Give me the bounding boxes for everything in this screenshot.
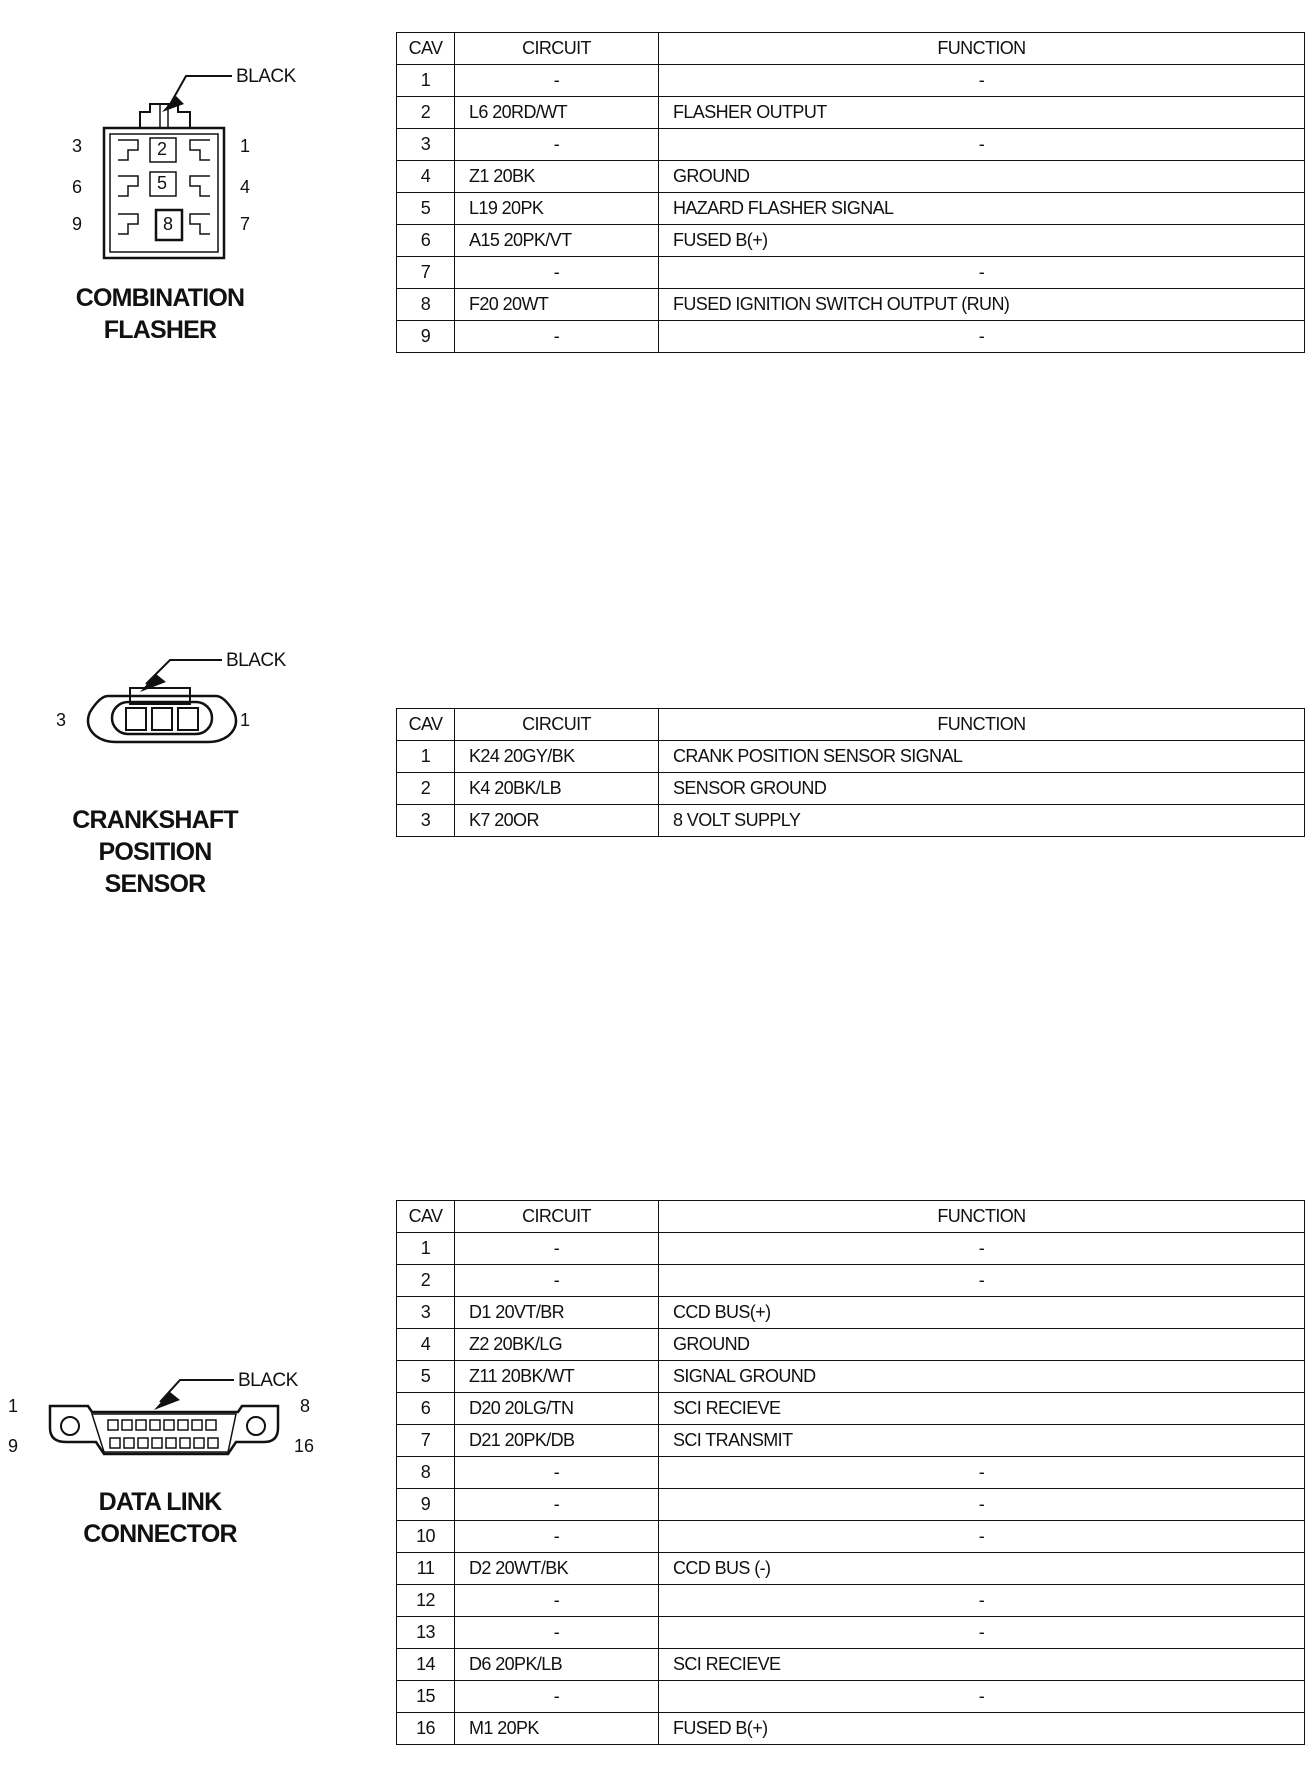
table-header-row: [397, 1201, 1305, 1233]
cav-cell: 3: [397, 1297, 455, 1329]
pin-label: 9: [72, 214, 83, 234]
wire-color-callout: BLACK: [236, 66, 296, 87]
function-cell: -: [659, 321, 1305, 353]
cav-cell: 13: [397, 1617, 455, 1649]
pin-label: 2: [157, 139, 168, 159]
pinout-table: [396, 1200, 1305, 1745]
circuit-cell: F20 20WT: [455, 289, 659, 321]
cav-cell: 5: [397, 1361, 455, 1393]
pin-label: 1: [8, 1396, 19, 1416]
pin-label: 6: [72, 177, 83, 197]
circuit-cell: -: [455, 257, 659, 289]
circuit-cell: D1 20VT/BR: [455, 1297, 659, 1329]
table-row: [397, 1521, 1305, 1553]
pin-label: 5: [157, 173, 168, 193]
cav-cell: 7: [397, 257, 455, 289]
table-row: [397, 97, 1305, 129]
connector-title-line: COMBINATION: [75, 284, 245, 312]
connector-title-line: SENSOR: [104, 870, 206, 898]
table-row: [397, 65, 1305, 97]
pin-label: 8: [300, 1396, 311, 1416]
function-cell: -: [659, 1617, 1305, 1649]
function-cell: HAZARD FLASHER SIGNAL: [659, 193, 1305, 225]
cav-cell: 12: [397, 1585, 455, 1617]
circuit-header: CIRCUIT: [455, 33, 659, 65]
table-header-row: [397, 709, 1305, 741]
function-cell: -: [659, 1233, 1305, 1265]
cav-cell: 3: [397, 805, 455, 837]
function-header: FUNCTION: [659, 1201, 1305, 1233]
table-row: [397, 1617, 1305, 1649]
cav-cell: 14: [397, 1649, 455, 1681]
function-cell: GROUND: [659, 161, 1305, 193]
function-header: FUNCTION: [659, 709, 1305, 741]
cav-cell: 5: [397, 193, 455, 225]
circuit-cell: L19 20PK: [455, 193, 659, 225]
function-cell: SCI RECIEVE: [659, 1649, 1305, 1681]
cav-cell: 2: [397, 773, 455, 805]
circuit-cell: A15 20PK/VT: [455, 225, 659, 257]
connector-section-crankshaft-position-sensor: [0, 640, 1312, 920]
function-cell: -: [659, 257, 1305, 289]
connector-title: [40, 282, 280, 346]
function-cell: CRANK POSITION SENSOR SIGNAL: [659, 741, 1305, 773]
function-cell: CCD BUS (-): [659, 1553, 1305, 1585]
circuit-cell: M1 20PK: [455, 1713, 659, 1745]
circuit-cell: -: [455, 65, 659, 97]
table-row: [397, 161, 1305, 193]
pin-label: 1: [240, 710, 251, 730]
crank-sensor-connector-icon: [0, 640, 340, 780]
cav-cell: 8: [397, 1457, 455, 1489]
circuit-cell: -: [455, 321, 659, 353]
function-cell: -: [659, 1265, 1305, 1297]
function-cell: FUSED IGNITION SWITCH OUTPUT (RUN): [659, 289, 1305, 321]
circuit-cell: D6 20PK/LB: [455, 1649, 659, 1681]
function-cell: SENSOR GROUND: [659, 773, 1305, 805]
circuit-cell: L6 20RD/WT: [455, 97, 659, 129]
circuit-cell: -: [455, 1617, 659, 1649]
function-cell: 8 VOLT SUPPLY: [659, 805, 1305, 837]
table-row: [397, 1425, 1305, 1457]
function-cell: -: [659, 65, 1305, 97]
cav-cell: 16: [397, 1713, 455, 1745]
pin-label: 1: [240, 136, 251, 156]
cav-header: CAV: [397, 709, 455, 741]
function-cell: SIGNAL GROUND: [659, 1361, 1305, 1393]
cav-cell: 10: [397, 1521, 455, 1553]
table-row: [397, 193, 1305, 225]
cav-cell: 4: [397, 161, 455, 193]
table-row: [397, 1649, 1305, 1681]
circuit-cell: -: [455, 1233, 659, 1265]
circuit-cell: K24 20GY/BK: [455, 741, 659, 773]
circuit-header: CIRCUIT: [455, 709, 659, 741]
cav-cell: 6: [397, 1393, 455, 1425]
circuit-cell: D21 20PK/DB: [455, 1425, 659, 1457]
table-row: [397, 741, 1305, 773]
cav-cell: 2: [397, 1265, 455, 1297]
table-row: [397, 1681, 1305, 1713]
pin-label: 9: [8, 1436, 19, 1456]
cav-cell: 15: [397, 1681, 455, 1713]
circuit-header: CIRCUIT: [455, 1201, 659, 1233]
table-row: [397, 1361, 1305, 1393]
circuit-cell: Z2 20BK/LG: [455, 1329, 659, 1361]
table-row: [397, 1233, 1305, 1265]
connector-section-data-link-connector: [0, 1190, 1312, 1768]
pin-label: 16: [294, 1436, 315, 1456]
function-cell: FUSED B(+): [659, 225, 1305, 257]
wire-color-callout: BLACK: [226, 650, 286, 671]
cav-cell: 9: [397, 1489, 455, 1521]
table-row: [397, 1489, 1305, 1521]
connector-title-line: POSITION: [98, 838, 212, 866]
cav-cell: 6: [397, 225, 455, 257]
function-cell: SCI TRANSMIT: [659, 1425, 1305, 1457]
table-row: [397, 1329, 1305, 1361]
table-row: [397, 773, 1305, 805]
cav-cell: 1: [397, 65, 455, 97]
pin-label: 7: [240, 214, 251, 234]
table-row: [397, 289, 1305, 321]
cav-cell: 7: [397, 1425, 455, 1457]
table-row: [397, 321, 1305, 353]
circuit-cell: -: [455, 1265, 659, 1297]
circuit-cell: -: [455, 1681, 659, 1713]
pin-label: 3: [72, 136, 83, 156]
table-row: [397, 1297, 1305, 1329]
function-cell: -: [659, 1681, 1305, 1713]
table-row: [397, 1393, 1305, 1425]
connector-title-line: CRANKSHAFT: [72, 806, 238, 834]
connector-section-combination-flasher: [0, 0, 1312, 380]
cav-cell: 4: [397, 1329, 455, 1361]
function-cell: -: [659, 1489, 1305, 1521]
connector-title-line: DATA LINK: [98, 1488, 222, 1516]
connector-title: [40, 804, 270, 900]
circuit-cell: -: [455, 1585, 659, 1617]
function-cell: CCD BUS(+): [659, 1297, 1305, 1329]
circuit-cell: -: [455, 1457, 659, 1489]
table-row: [397, 257, 1305, 289]
circuit-cell: D20 20LG/TN: [455, 1393, 659, 1425]
cav-cell: 9: [397, 321, 455, 353]
circuit-cell: Z1 20BK: [455, 161, 659, 193]
circuit-cell: -: [455, 129, 659, 161]
cav-cell: 2: [397, 97, 455, 129]
function-cell: -: [659, 1521, 1305, 1553]
table-row: [397, 129, 1305, 161]
connector-title: [40, 1486, 280, 1550]
cav-cell: 8: [397, 289, 455, 321]
table-row: [397, 1457, 1305, 1489]
table-row: [397, 225, 1305, 257]
pin-label: 3: [56, 710, 67, 730]
table-header-row: [397, 33, 1305, 65]
table-row: [397, 1585, 1305, 1617]
function-cell: GROUND: [659, 1329, 1305, 1361]
cav-cell: 11: [397, 1553, 455, 1585]
table-row: [397, 1265, 1305, 1297]
circuit-cell: K7 20OR: [455, 805, 659, 837]
pinout-table: [396, 708, 1305, 837]
connector-title-line: FLASHER: [103, 316, 217, 344]
cav-cell: 1: [397, 1233, 455, 1265]
circuit-cell: K4 20BK/LB: [455, 773, 659, 805]
pin-label: 4: [240, 177, 251, 197]
cav-cell: 3: [397, 129, 455, 161]
function-cell: -: [659, 129, 1305, 161]
connector-title-line: CONNECTOR: [83, 1520, 237, 1548]
function-cell: -: [659, 1585, 1305, 1617]
circuit-cell: -: [455, 1521, 659, 1553]
circuit-cell: D2 20WT/BK: [455, 1553, 659, 1585]
cav-cell: 1: [397, 741, 455, 773]
cav-header: CAV: [397, 1201, 455, 1233]
table-row: [397, 1553, 1305, 1585]
table-row: [397, 1713, 1305, 1745]
cav-header: CAV: [397, 33, 455, 65]
pinout-table: [396, 32, 1305, 353]
function-header: FUNCTION: [659, 33, 1305, 65]
function-cell: FLASHER OUTPUT: [659, 97, 1305, 129]
function-cell: SCI RECIEVE: [659, 1393, 1305, 1425]
wire-color-callout: BLACK: [238, 1370, 298, 1391]
circuit-cell: -: [455, 1489, 659, 1521]
function-cell: -: [659, 1457, 1305, 1489]
pin-label: 8: [163, 214, 174, 234]
flasher-connector-icon: [0, 0, 340, 300]
table-row: [397, 805, 1305, 837]
circuit-cell: Z11 20BK/WT: [455, 1361, 659, 1393]
function-cell: FUSED B(+): [659, 1713, 1305, 1745]
